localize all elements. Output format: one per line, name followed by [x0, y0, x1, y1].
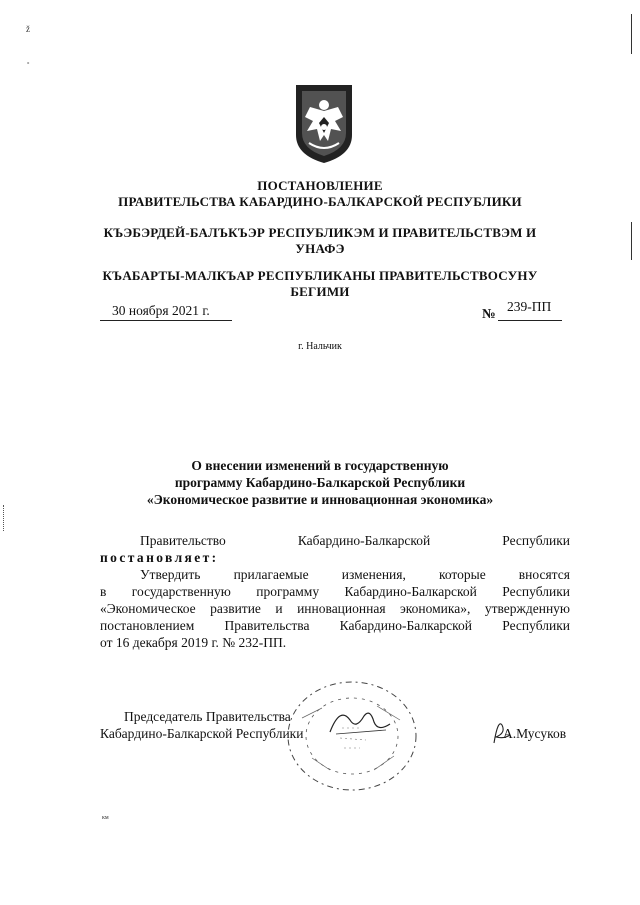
resolution-title-line1: О внесении изменений в государственную — [191, 458, 449, 473]
signatory-position-line1: Председатель Правительства — [124, 709, 291, 724]
paragraph-approve-line4: постановлением Правительства Кабардино-Балкарской Республики — [100, 618, 570, 633]
handwritten-signature — [326, 702, 396, 738]
document-type: ПОСТАНОВЛЕНИЕ — [257, 178, 383, 193]
resolution-title-line3: «Экономическое развитие и инновационная экономика» — [146, 492, 494, 507]
city-name: г. Нальчик — [298, 341, 342, 352]
scan-mark: км — [102, 815, 109, 821]
word: изменения, — [341, 567, 406, 582]
resolves-verb: постановляет: — [100, 550, 219, 565]
authority-balkar-line2: БЕГИМИ — [290, 284, 350, 299]
number-underline — [498, 320, 562, 321]
word: которые — [438, 567, 486, 582]
authority-balkar-line1: КЪАБАРТЫ-МАЛКЪАР РЕСПУБЛИКАНЫ ПРАВИТЕЛЬСТВОСУНУ — [102, 268, 538, 283]
word: Правительство — [140, 533, 226, 548]
word: Утвердить — [140, 567, 201, 582]
signatory-position-line2: Кабардино-Балкарской Республики — [100, 726, 304, 741]
word: вносятся — [518, 567, 570, 582]
authority-russian: ПРАВИТЕЛЬСТВА КАБАРДИНО-БАЛКАРСКОЙ РЕСПУБЛИКИ — [118, 194, 522, 209]
number-sign: № — [482, 306, 496, 321]
scan-edge-line — [631, 14, 632, 54]
document-number: 239-ПП — [507, 299, 552, 314]
word: Республики — [502, 533, 570, 548]
authority-kabardian-line1: КЪЭБЭРДЕЙ-БАЛЪКЪЭР РЕСПУБЛИКЭМ И ПРАВИТЕЛЬСТВЭМ И — [103, 225, 537, 240]
signature-initial-mark — [490, 715, 512, 745]
paragraph-approve-line3: «Экономическое развитие и инновационная экономика», утвержденную — [100, 601, 570, 616]
document-date: 30 ноября 2021 г. — [112, 303, 210, 318]
scan-mark: ° — [27, 62, 30, 68]
paragraph-approve-line1 — [140, 566, 570, 583]
date-underline — [100, 320, 232, 321]
paragraph-intro — [140, 532, 570, 549]
paragraph-approve-line5: от 16 декабря 2019 г. № 232-ПП. — [100, 635, 287, 650]
paragraph-approve-line2: в государственную программу Кабардино-Балкарской Республики — [100, 584, 570, 599]
signatory-name: А.Мусуков — [503, 726, 567, 741]
scan-mark: ž — [26, 24, 30, 34]
word: Кабардино-Балкарской — [297, 533, 431, 548]
coat-of-arms-emblem — [293, 83, 355, 165]
resolution-title-line2: программу Кабардино-Балкарской Республики — [174, 475, 466, 490]
word: прилагаемые — [233, 567, 309, 582]
authority-kabardian-line2: УНАФЭ — [295, 241, 345, 256]
scan-edge-line — [3, 505, 6, 531]
